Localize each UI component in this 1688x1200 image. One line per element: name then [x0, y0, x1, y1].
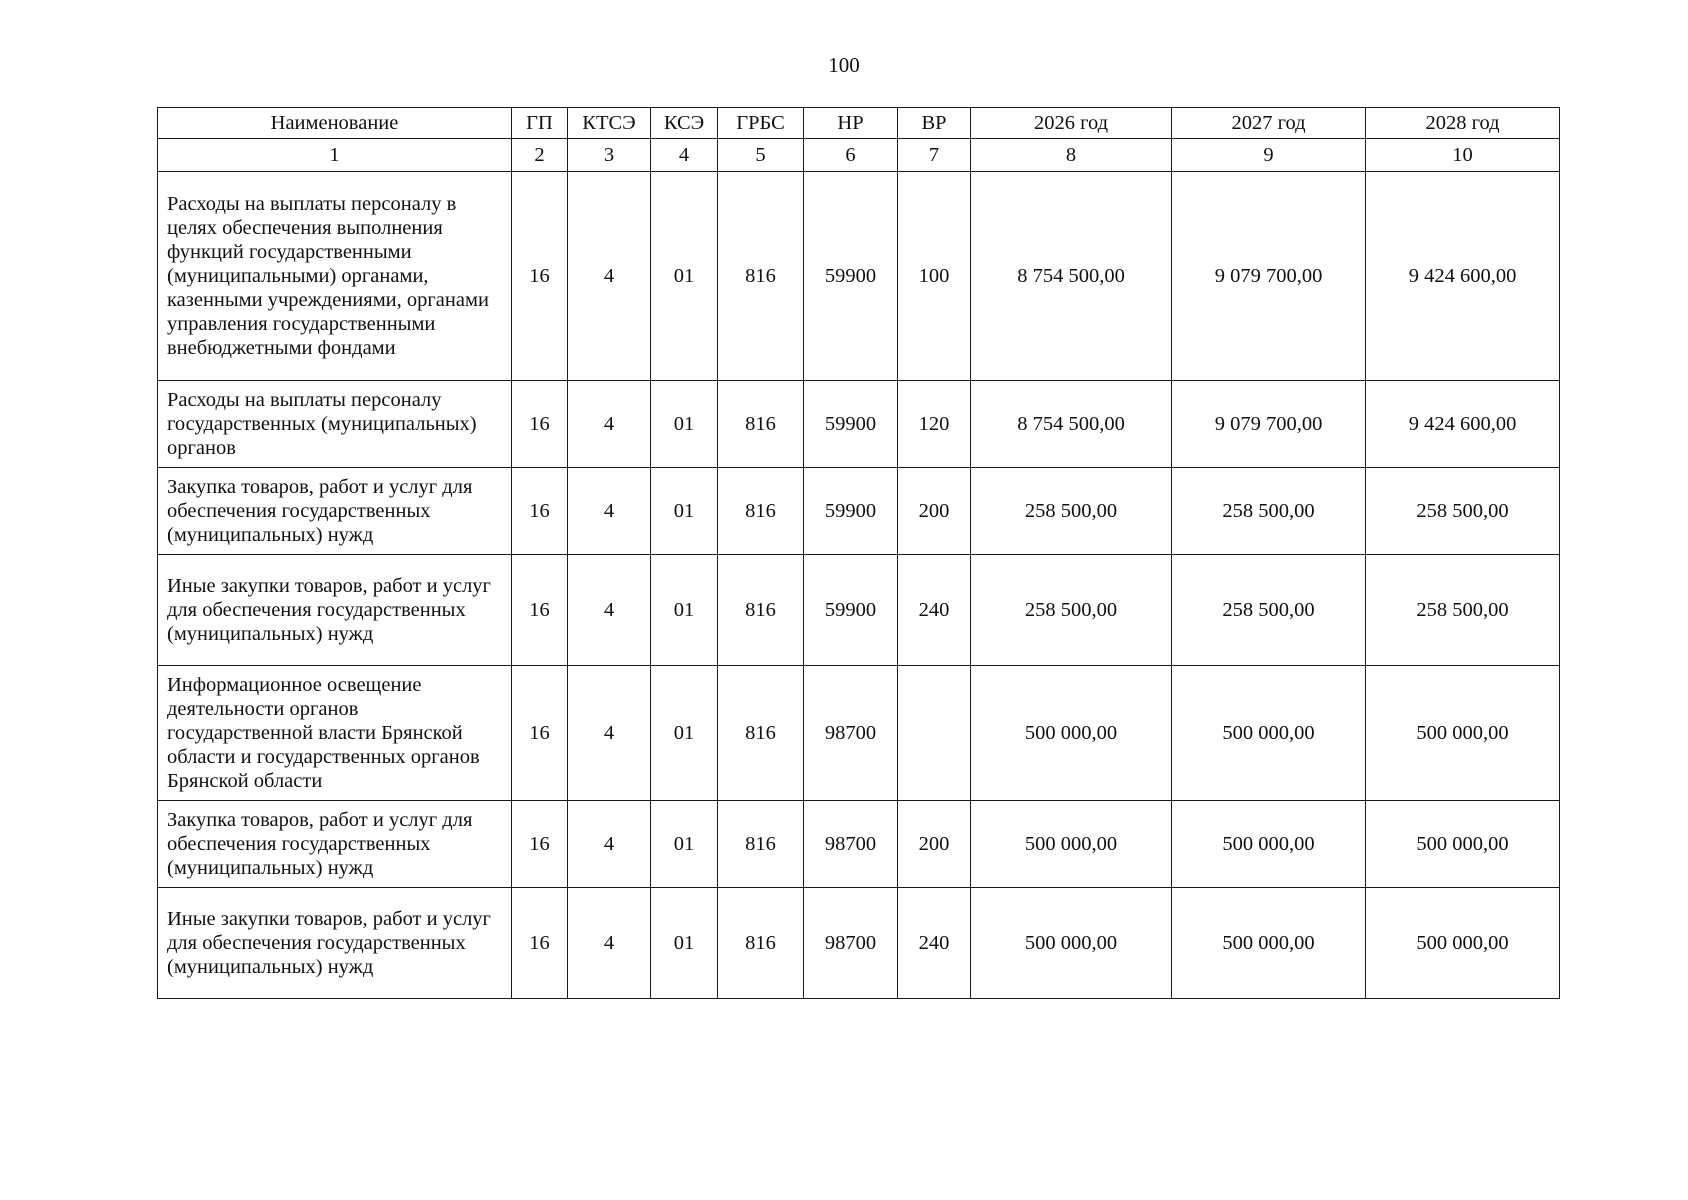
column-number: 5 — [718, 139, 804, 172]
column-number: 8 — [971, 139, 1172, 172]
cell-nr: 59900 — [804, 381, 898, 468]
cell-vr: 240 — [898, 555, 971, 666]
cell-2026: 500 000,00 — [971, 888, 1172, 999]
cell-2026: 8 754 500,00 — [971, 172, 1172, 381]
cell-2027: 500 000,00 — [1172, 801, 1366, 888]
header-ktse: КТСЭ — [568, 108, 651, 139]
cell-nr: 98700 — [804, 801, 898, 888]
cell-kse: 01 — [651, 801, 718, 888]
cell-2028: 9 424 600,00 — [1366, 381, 1560, 468]
table-row — [158, 888, 1560, 999]
cell-kse: 01 — [651, 468, 718, 555]
cell-ktse: 4 — [568, 468, 651, 555]
cell-name: Расходы на выплаты персоналу в целях обеспечения выполнения функций государственными (муниципальными) органами, казенными учреждениями, органами управления государственными внебюджетными фондами — [158, 172, 512, 381]
table-header — [158, 108, 1560, 172]
column-number: 2 — [512, 139, 568, 172]
cell-ktse: 4 — [568, 172, 651, 381]
cell-grbs: 816 — [718, 468, 804, 555]
cell-gp: 16 — [512, 468, 568, 555]
cell-kse: 01 — [651, 888, 718, 999]
cell-2028: 500 000,00 — [1366, 666, 1560, 801]
cell-vr: 200 — [898, 468, 971, 555]
table-row — [158, 172, 1560, 381]
cell-ktse: 4 — [568, 381, 651, 468]
cell-2026: 500 000,00 — [971, 666, 1172, 801]
header-grbs: ГРБС — [718, 108, 804, 139]
cell-grbs: 816 — [718, 172, 804, 381]
header-2028: 2028 год — [1366, 108, 1560, 139]
cell-grbs: 816 — [718, 555, 804, 666]
header-vr: ВР — [898, 108, 971, 139]
cell-nr: 98700 — [804, 666, 898, 801]
cell-gp: 16 — [512, 381, 568, 468]
cell-2028: 258 500,00 — [1366, 468, 1560, 555]
column-number-row — [158, 139, 1560, 172]
cell-kse: 01 — [651, 381, 718, 468]
cell-vr: 200 — [898, 801, 971, 888]
cell-2027: 500 000,00 — [1172, 888, 1366, 999]
header-row — [158, 108, 1560, 139]
cell-2026: 8 754 500,00 — [971, 381, 1172, 468]
table-row — [158, 666, 1560, 801]
page-number: 100 — [828, 53, 860, 77]
cell-name: Закупка товаров, работ и услуг для обеспечения государственных (муниципальных) нужд — [158, 468, 512, 555]
cell-nr: 59900 — [804, 468, 898, 555]
budget-table — [157, 107, 1560, 999]
header-2027: 2027 год — [1172, 108, 1366, 139]
table-row — [158, 801, 1560, 888]
cell-2027: 258 500,00 — [1172, 468, 1366, 555]
cell-grbs: 816 — [718, 801, 804, 888]
column-number: 6 — [804, 139, 898, 172]
cell-2028: 500 000,00 — [1366, 888, 1560, 999]
cell-name: Закупка товаров, работ и услуг для обеспечения государственных (муниципальных) нужд — [158, 801, 512, 888]
cell-kse: 01 — [651, 666, 718, 801]
cell-vr: 100 — [898, 172, 971, 381]
cell-kse: 01 — [651, 172, 718, 381]
header-kse: КСЭ — [651, 108, 718, 139]
cell-ktse: 4 — [568, 888, 651, 999]
cell-2026: 258 500,00 — [971, 555, 1172, 666]
cell-2027: 9 079 700,00 — [1172, 381, 1366, 468]
table-body — [158, 172, 1560, 999]
table-row — [158, 381, 1560, 468]
cell-gp: 16 — [512, 555, 568, 666]
column-number: 1 — [158, 139, 512, 172]
cell-name: Иные закупки товаров, работ и услуг для обеспечения государственных (муниципальных) нужд — [158, 555, 512, 666]
cell-2026: 258 500,00 — [971, 468, 1172, 555]
cell-vr: 120 — [898, 381, 971, 468]
cell-grbs: 816 — [718, 666, 804, 801]
cell-2027: 500 000,00 — [1172, 666, 1366, 801]
cell-grbs: 816 — [718, 888, 804, 999]
cell-ktse: 4 — [568, 666, 651, 801]
cell-nr: 98700 — [804, 888, 898, 999]
cell-name: Иные закупки товаров, работ и услуг для обеспечения государственных (муниципальных) нужд — [158, 888, 512, 999]
cell-vr — [898, 666, 971, 801]
cell-ktse: 4 — [568, 555, 651, 666]
header-nr: НР — [804, 108, 898, 139]
cell-kse: 01 — [651, 555, 718, 666]
cell-2027: 9 079 700,00 — [1172, 172, 1366, 381]
column-number: 9 — [1172, 139, 1366, 172]
column-number: 7 — [898, 139, 971, 172]
table-row — [158, 468, 1560, 555]
cell-2028: 9 424 600,00 — [1366, 172, 1560, 381]
cell-2028: 500 000,00 — [1366, 801, 1560, 888]
header-2026: 2026 год — [971, 108, 1172, 139]
cell-grbs: 816 — [718, 381, 804, 468]
cell-gp: 16 — [512, 666, 568, 801]
header-gp: ГП — [512, 108, 568, 139]
cell-name: Расходы на выплаты персоналу государственных (муниципальных) органов — [158, 381, 512, 468]
header-name: Наименование — [158, 108, 512, 139]
column-number: 4 — [651, 139, 718, 172]
cell-2026: 500 000,00 — [971, 801, 1172, 888]
cell-nr: 59900 — [804, 555, 898, 666]
table-row — [158, 555, 1560, 666]
cell-ktse: 4 — [568, 801, 651, 888]
cell-nr: 59900 — [804, 172, 898, 381]
cell-vr: 240 — [898, 888, 971, 999]
cell-gp: 16 — [512, 888, 568, 999]
cell-gp: 16 — [512, 172, 568, 381]
cell-2028: 258 500,00 — [1366, 555, 1560, 666]
cell-2027: 258 500,00 — [1172, 555, 1366, 666]
column-number: 10 — [1366, 139, 1560, 172]
cell-gp: 16 — [512, 801, 568, 888]
cell-name: Информационное освещение деятельности органов государственной власти Брянской области и государственных органов Брянской области — [158, 666, 512, 801]
column-number: 3 — [568, 139, 651, 172]
